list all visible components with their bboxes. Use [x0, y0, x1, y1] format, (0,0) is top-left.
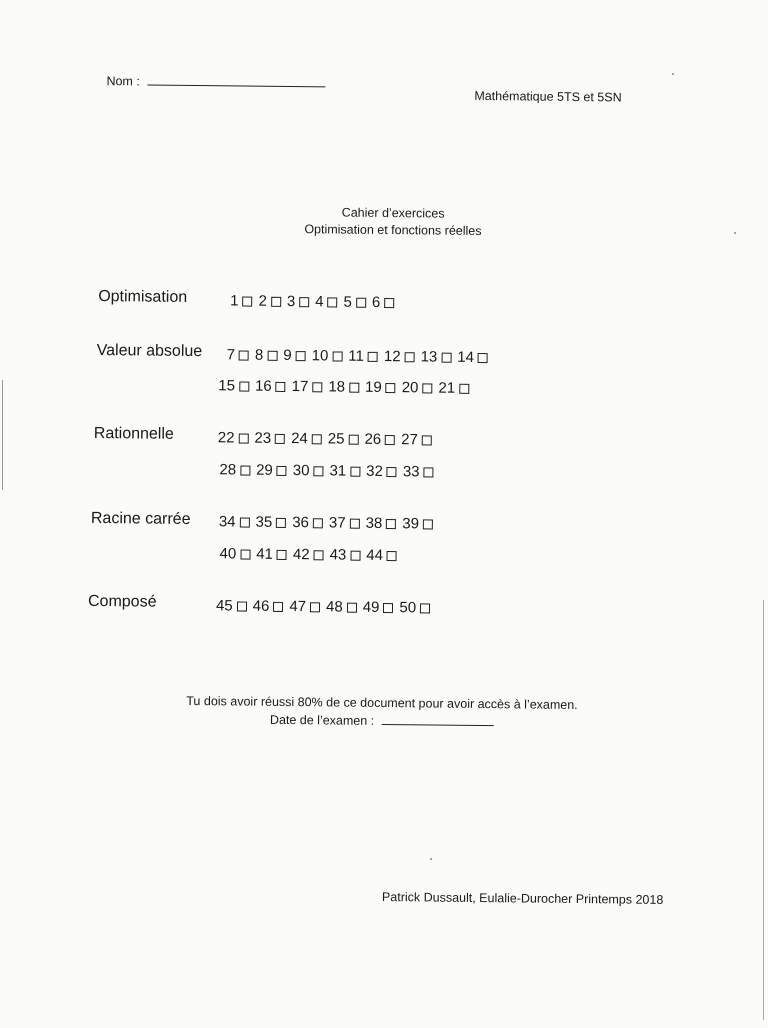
exercise-item — [402, 515, 433, 532]
checkbox-icon[interactable] — [277, 549, 287, 559]
requirement-note: Tu dois avoir réussi 80% de ce document pour avoir accès à l’examen. — [186, 693, 578, 713]
checkbox-icon[interactable] — [385, 435, 395, 445]
checkbox-icon[interactable] — [383, 602, 393, 612]
exercise-number: 21 — [438, 379, 456, 397]
exercise-number: 22 — [217, 429, 235, 447]
checkbox-icon[interactable] — [423, 467, 433, 477]
exercise-item — [219, 461, 250, 478]
checkbox-icon[interactable] — [350, 466, 360, 476]
exercise-number: 32 — [366, 462, 383, 480]
exercise-item — [255, 347, 278, 364]
exercise-number: 9 — [283, 346, 292, 365]
exercise-number: 25 — [327, 430, 345, 448]
exercise-item — [256, 546, 287, 563]
section-label-optimisation: Optimisation — [98, 287, 188, 306]
exercise-item — [287, 293, 310, 310]
exercise-number: 4 — [315, 293, 324, 311]
checkbox-icon[interactable] — [240, 549, 250, 559]
exercise-item — [293, 462, 324, 479]
exercise-number: 33 — [402, 463, 420, 481]
exercise-number: 27 — [401, 431, 418, 449]
checkbox-icon[interactable] — [384, 297, 394, 307]
exercise-row — [227, 346, 495, 366]
checkbox-icon[interactable] — [422, 435, 432, 445]
exercise-number: 40 — [219, 545, 237, 563]
checkbox-icon[interactable] — [299, 297, 309, 307]
checkbox-icon[interactable] — [238, 433, 248, 443]
checkbox-icon[interactable] — [275, 433, 285, 443]
exercise-number: 43 — [329, 546, 347, 564]
checkbox-icon[interactable] — [240, 465, 250, 475]
exercise-item — [219, 545, 250, 562]
course-title: Mathématique 5TS et 5SN — [474, 88, 622, 105]
exercise-item — [230, 292, 253, 309]
exercise-item — [399, 599, 430, 616]
author-credit: Patrick Dussault, Eulalie-Durocher Printemps 2018 — [381, 890, 664, 907]
exercise-row — [216, 597, 436, 616]
exercise-number: 36 — [292, 514, 310, 532]
exercise-number: 37 — [328, 514, 346, 532]
exercise-number: 34 — [218, 513, 236, 531]
checkbox-icon[interactable] — [239, 381, 249, 391]
checkbox-icon[interactable] — [312, 382, 322, 392]
exercise-number: 31 — [329, 462, 347, 480]
checkbox-icon[interactable] — [314, 550, 324, 560]
checkbox-icon[interactable] — [347, 602, 357, 612]
scan-speck — [672, 73, 674, 75]
checkbox-icon[interactable] — [312, 434, 322, 444]
exercise-item — [315, 293, 338, 310]
exercise-row — [219, 461, 439, 480]
checkbox-icon[interactable] — [441, 352, 451, 362]
exercise-item — [291, 430, 322, 447]
scan-speck — [430, 858, 432, 860]
exercise-item — [216, 597, 247, 614]
exercise-item — [364, 431, 395, 448]
exam-date-blank-line — [382, 724, 494, 726]
section-label-racine-carree: Racine carrée — [90, 509, 191, 528]
exercise-number: 8 — [254, 346, 264, 364]
exam-date-field — [172, 712, 592, 730]
exercise-row — [218, 429, 438, 448]
document-title: Cahier d’exercices — [341, 205, 445, 221]
exam-date-label: Date de l’examen : — [269, 712, 375, 728]
exercise-item — [253, 598, 284, 615]
exercise-number: 19 — [364, 378, 382, 396]
exercise-number: 46 — [252, 597, 270, 615]
exercise-item — [403, 463, 434, 480]
checkbox-icon[interactable] — [267, 350, 277, 360]
document-subtitle: Optimisation et fonctions réelles — [304, 222, 482, 239]
exercise-item — [255, 514, 286, 531]
scan-edge-shadow — [763, 600, 764, 1020]
exercise-number: 6 — [371, 293, 381, 311]
checkbox-icon[interactable] — [273, 601, 283, 611]
checkbox-icon[interactable] — [478, 352, 488, 362]
checkbox-icon[interactable] — [310, 602, 320, 612]
exercise-number: 23 — [254, 429, 272, 447]
exercise-number: 39 — [402, 515, 420, 533]
exercise-number: 50 — [399, 599, 417, 617]
exercise-item — [292, 514, 323, 531]
exercise-item — [402, 379, 433, 396]
name-field — [106, 74, 325, 90]
exercise-number: 41 — [256, 545, 274, 563]
checkbox-icon[interactable] — [313, 518, 323, 528]
exercise-row — [219, 545, 403, 564]
scan-edge-shadow-left — [2, 380, 3, 490]
exercise-item — [384, 348, 415, 365]
exercise-item — [438, 380, 469, 397]
checkbox-icon[interactable] — [386, 519, 396, 529]
exercise-number: 35 — [255, 513, 273, 531]
checkbox-icon[interactable] — [332, 351, 342, 361]
exercise-number: 20 — [401, 379, 419, 397]
exercise-row — [218, 377, 475, 397]
exercise-number: 28 — [219, 461, 237, 479]
exercise-item — [365, 379, 396, 396]
section-label-valeur-absolue: Valeur absolue — [96, 341, 203, 361]
checkbox-icon[interactable] — [296, 351, 306, 361]
exercise-item — [372, 294, 395, 311]
checkbox-icon[interactable] — [277, 465, 287, 475]
exercise-number: 15 — [218, 377, 236, 395]
section-label-compose: Composé — [87, 592, 157, 611]
exercise-number: 16 — [254, 377, 272, 395]
exercise-number: 48 — [325, 598, 343, 616]
exercise-number: 17 — [291, 378, 309, 396]
checkbox-icon[interactable] — [349, 382, 359, 392]
exercise-item — [218, 377, 249, 394]
exercise-number: 38 — [365, 514, 383, 532]
checkbox-icon[interactable] — [239, 350, 249, 360]
checkbox-icon[interactable] — [387, 551, 397, 561]
exercise-item — [326, 598, 357, 615]
name-blank-line — [147, 84, 325, 87]
exercise-number: 2 — [258, 292, 267, 310]
exercise-item — [366, 463, 397, 480]
exercise-item — [421, 348, 452, 365]
checkbox-icon[interactable] — [386, 383, 396, 393]
exercise-item — [293, 546, 324, 563]
exercise-item — [343, 294, 366, 311]
exercise-number: 1 — [230, 292, 239, 310]
exercise-item — [292, 378, 323, 395]
exercise-number: 30 — [292, 462, 310, 480]
checkbox-icon[interactable] — [368, 351, 378, 361]
name-label: Nom : — [106, 74, 140, 89]
exercise-number: 47 — [289, 598, 307, 616]
exercise-item — [283, 347, 306, 364]
exercise-row — [230, 292, 400, 311]
exercise-item — [348, 348, 378, 365]
checkbox-icon[interactable] — [237, 601, 247, 611]
section-label-rationnelle: Rationnelle — [93, 424, 174, 443]
exercise-item — [219, 513, 250, 530]
exercise-item — [329, 514, 360, 531]
exercise-item — [254, 430, 285, 447]
exercise-row — [219, 513, 439, 532]
checkbox-icon[interactable] — [387, 467, 397, 477]
exercise-number: 7 — [226, 346, 236, 364]
checkbox-icon[interactable] — [422, 383, 432, 393]
exercise-item — [401, 431, 432, 448]
exercise-number: 49 — [362, 598, 380, 616]
checkbox-icon[interactable] — [240, 517, 250, 527]
exercise-item — [289, 598, 320, 615]
exercise-item — [366, 515, 397, 532]
exercise-item — [227, 346, 250, 363]
checkbox-icon[interactable] — [350, 550, 360, 560]
exercise-number: 5 — [343, 293, 353, 311]
checkbox-icon[interactable] — [271, 296, 281, 306]
exercise-item — [312, 347, 343, 364]
checkbox-icon[interactable] — [356, 297, 366, 307]
checkbox-icon[interactable] — [423, 519, 433, 529]
checkbox-icon[interactable] — [276, 381, 286, 391]
checkbox-icon[interactable] — [420, 603, 430, 613]
exercise-number: 26 — [364, 430, 382, 448]
exercise-number: 11 — [348, 347, 365, 365]
exercise-item — [330, 546, 361, 563]
exercise-item — [218, 429, 249, 446]
checkbox-icon[interactable] — [276, 517, 286, 527]
exercise-number: 24 — [291, 430, 308, 448]
exercise-number: 3 — [286, 292, 296, 311]
checkbox-icon[interactable] — [348, 434, 358, 444]
exercise-number: 29 — [256, 461, 273, 479]
exercise-number: 10 — [311, 347, 329, 365]
checkbox-icon[interactable] — [459, 383, 469, 393]
checkbox-icon[interactable] — [405, 352, 415, 362]
exercise-number: 12 — [383, 347, 401, 366]
checkbox-icon[interactable] — [350, 518, 360, 528]
exercise-item — [329, 462, 360, 479]
exercise-number: 42 — [292, 546, 310, 564]
exercise-number: 44 — [366, 546, 384, 564]
scan-speck — [734, 232, 736, 234]
exercise-item — [328, 430, 359, 447]
exercise-item — [328, 378, 359, 395]
checkbox-icon[interactable] — [313, 466, 323, 476]
exercise-item — [363, 599, 394, 616]
exercise-item — [366, 547, 397, 564]
checkbox-icon[interactable] — [328, 297, 338, 307]
exercise-item — [258, 293, 281, 310]
checkbox-icon[interactable] — [242, 296, 252, 306]
exercise-number: 13 — [420, 348, 438, 366]
exercise-item — [255, 378, 286, 395]
exercise-number: 14 — [457, 348, 475, 366]
exercise-number: 45 — [215, 597, 233, 615]
exercise-number: 18 — [328, 378, 346, 396]
exercise-item — [457, 349, 488, 366]
exercise-item — [256, 462, 287, 479]
